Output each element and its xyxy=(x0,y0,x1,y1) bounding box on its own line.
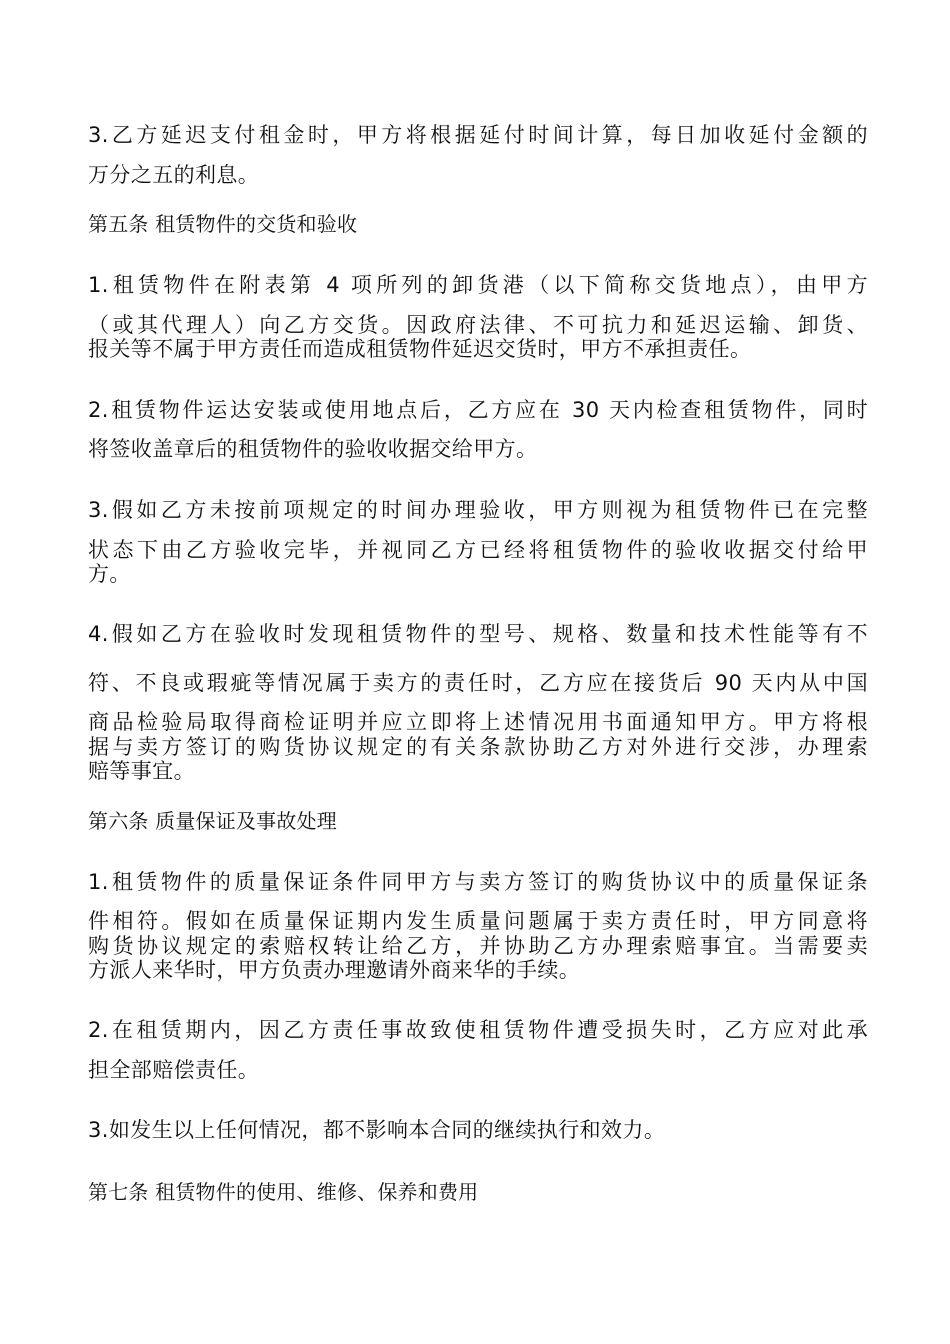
clause-5-2-line-1: 2.租赁物件运达安装或使用地点后，乙方应在 30 天内检查租赁物件，同时 xyxy=(88,398,868,422)
clause-4-3-line-1: 3.乙方延迟支付租金时，甲方将根据延付时间计算，每日加收延付金额的 xyxy=(88,123,868,147)
clause-6-1-line-2: 件相符。假如在质量保证期内发生质量问题属于卖方责任时，甲方同意将 xyxy=(88,909,868,933)
clause-5-4-line-4: 据与卖方签订的购货协议规定的有关条款协助乙方对外进行交涉，办理索 xyxy=(88,735,868,759)
article-5-heading: 第五条 租赁物件的交货和验收 xyxy=(88,212,358,236)
clause-4-3-line-2: 万分之五的利息。 xyxy=(88,163,260,187)
clause-5-4-line-1: 4.假如乙方在验收时发现租赁物件的型号、规格、数量和技术性能等有不 xyxy=(88,622,868,646)
clause-6-1-line-4: 方派人来华时，甲方负责办理邀请外商来华的手续。 xyxy=(88,958,581,982)
clause-5-4-line-5: 赔等事宜。 xyxy=(88,759,195,783)
clause-5-4-line-3: 商品检验局取得商检证明并应立即将上述情况用书面通知甲方。甲方将根 xyxy=(88,710,868,734)
clause-5-1-line-2: （或其代理人）向乙方交货。因政府法律、不可抗力和延迟运输、卸货、 xyxy=(88,313,868,337)
clause-5-3-line-2: 状态下由乙方验收完毕，并视同乙方已经将租赁物件的验收收据交付给甲 xyxy=(88,538,868,562)
clause-5-3-line-1: 3.假如乙方未按前项规定的时间办理验收，甲方则视为租赁物件已在完整 xyxy=(88,498,868,522)
article-6-heading: 第六条 质量保证及事故处理 xyxy=(88,809,337,833)
clause-5-2-line-2: 将签收盖章后的租赁物件的验收收据交给甲方。 xyxy=(88,437,538,461)
clause-6-2-line-1: 2.在租赁期内，因乙方责任事故致使租赁物件遭受损失时，乙方应对此承 xyxy=(88,1018,868,1042)
article-7-heading: 第七条 租赁物件的使用、维修、保养和费用 xyxy=(88,1180,479,1204)
clause-6-3-line-1: 3.如发生以上任何情况，都不影响本合同的继续执行和效力。 xyxy=(88,1118,666,1142)
clause-5-1-line-1: 1.租赁物件在附表第 4 项所列的卸货港（以下简称交货地点），由甲方 xyxy=(88,273,868,297)
clause-5-4-line-2: 符、不良或瑕疵等情况属于卖方的责任时，乙方应在接货后 90 天内从中国 xyxy=(88,671,868,695)
clause-6-1-line-1: 1.租赁物件的质量保证条件同甲方与卖方签订的购货协议中的质量保证条 xyxy=(88,870,868,894)
clause-5-1-line-3: 报关等不属于甲方责任而造成租赁物件延迟交货时，甲方不承担责任。 xyxy=(88,337,752,361)
clause-6-2-line-2: 担全部赔偿责任。 xyxy=(88,1058,260,1082)
clause-5-3-line-3: 方。 xyxy=(88,562,131,586)
clause-6-1-line-3: 购货协议规定的索赔权转让给乙方，并协助乙方办理索赔事宜。当需要卖 xyxy=(88,934,868,958)
